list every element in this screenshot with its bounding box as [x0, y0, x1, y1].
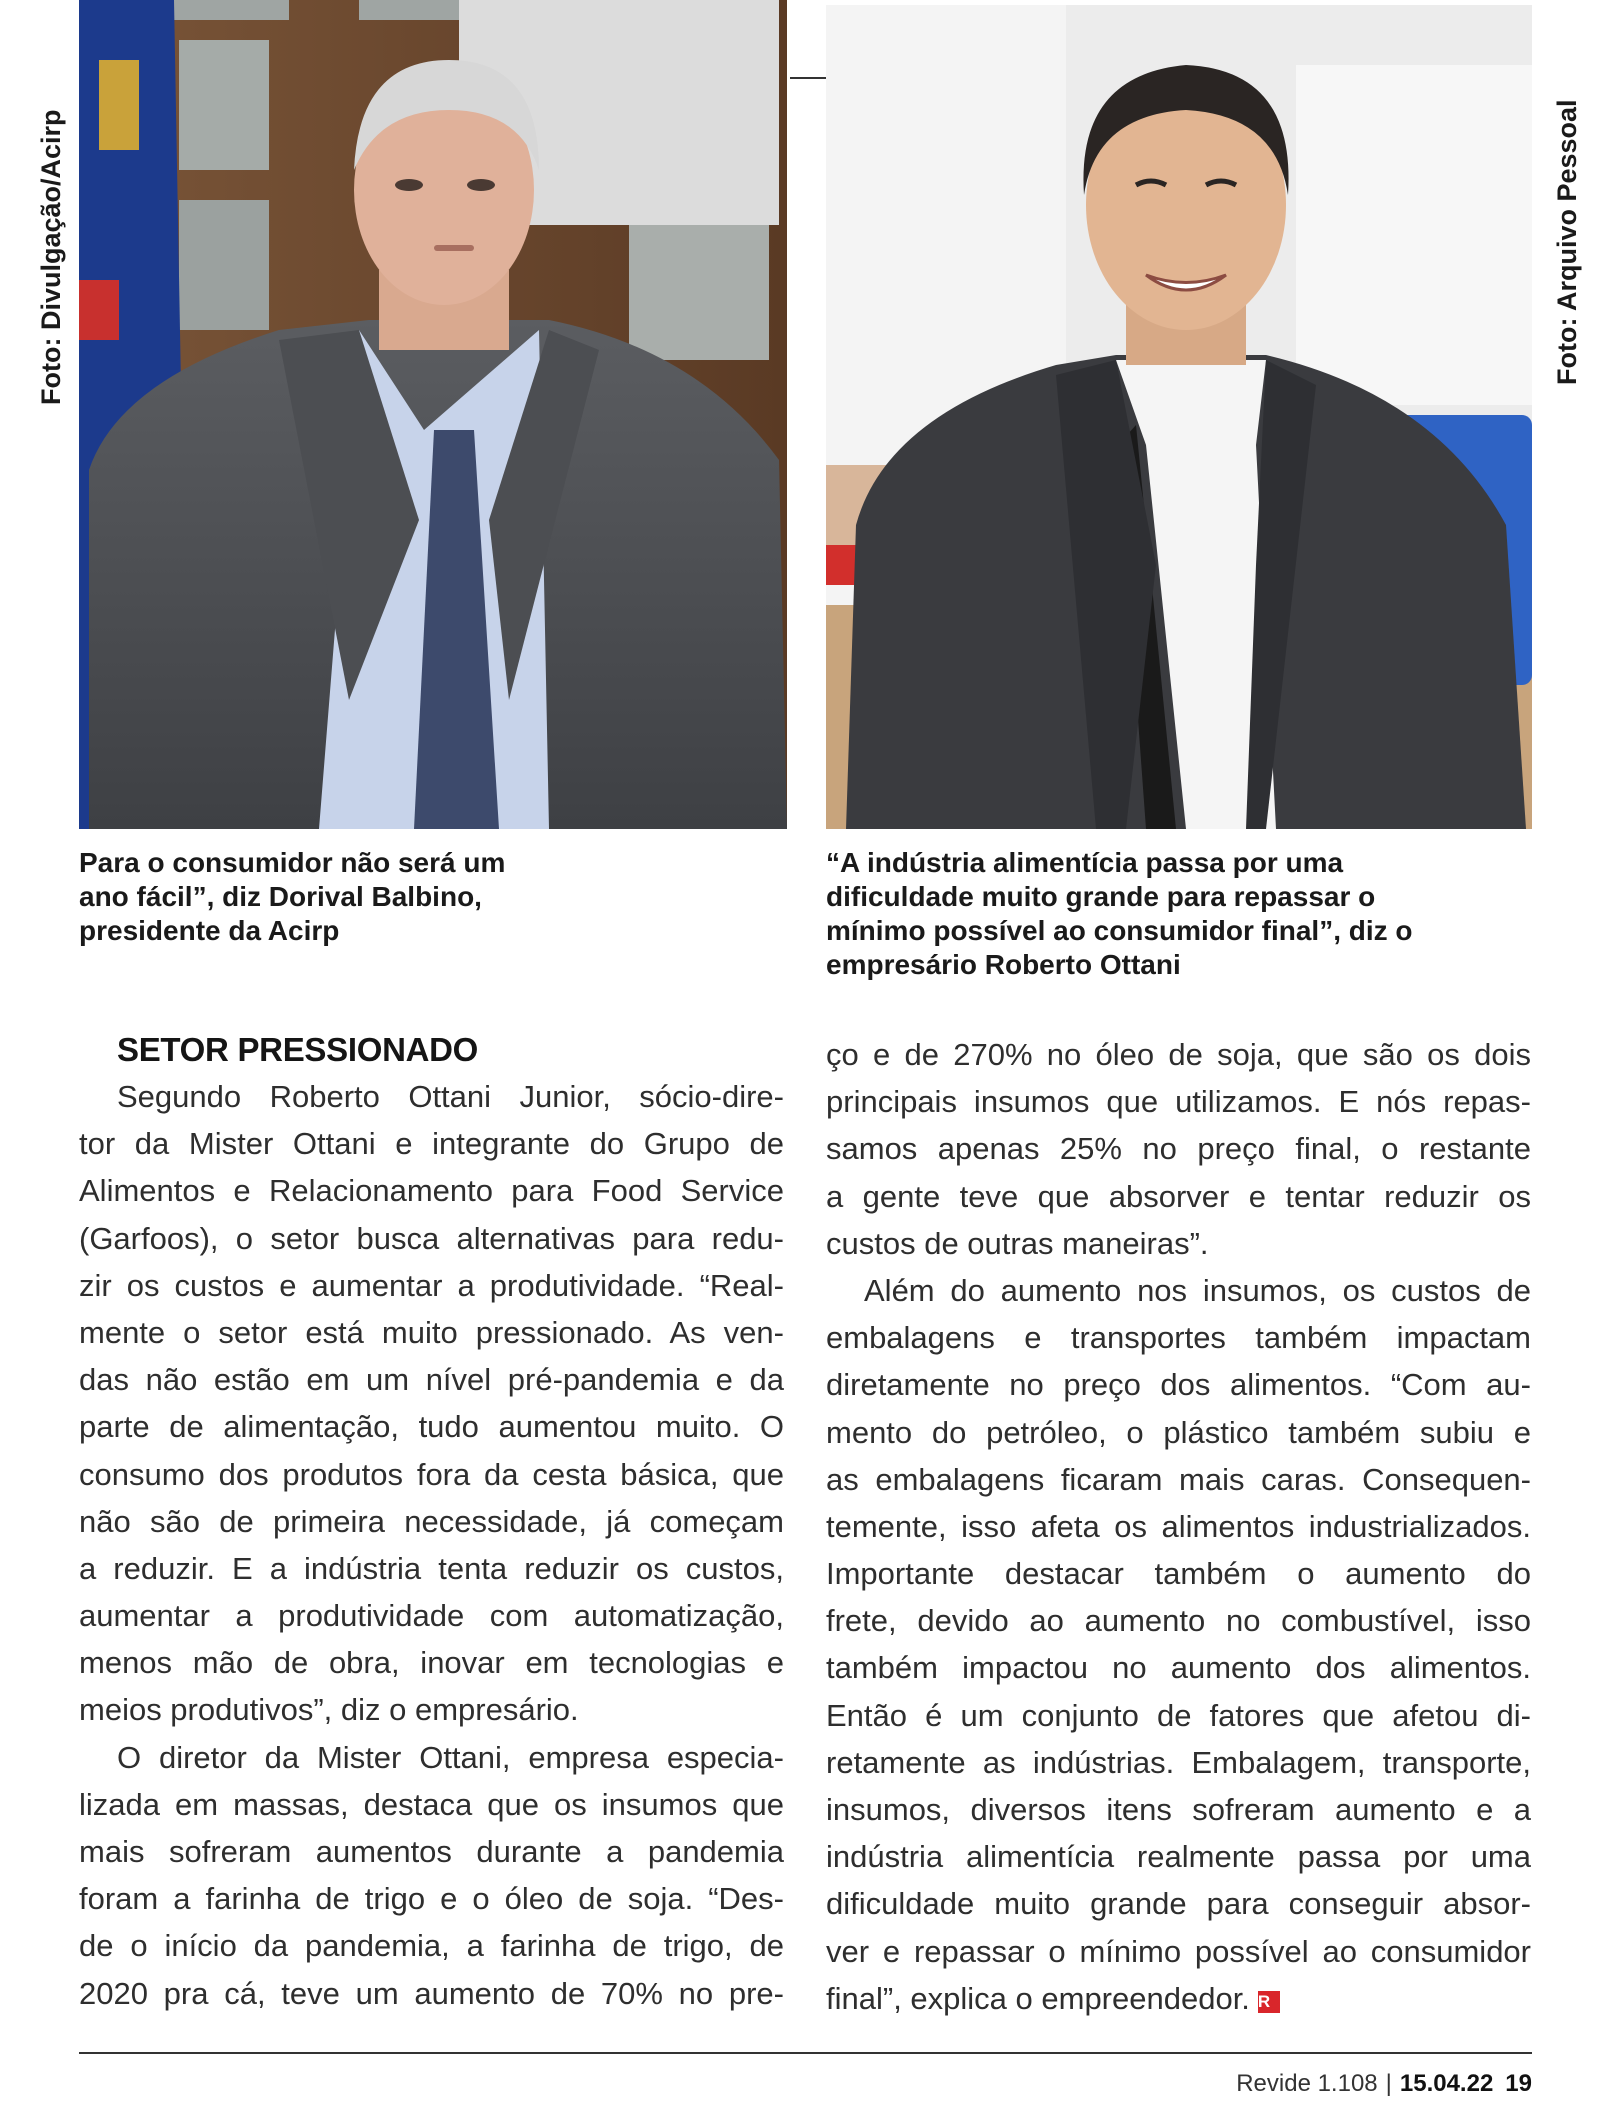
text-line: das não estão em um nível pré-pandemia e da: [79, 1362, 784, 1398]
photo-caption-right: “A indústria alimentícia passa por uma dificuldade muito grande para repassar o mínimo possível ao consumidor final”, diz o empresário Roberto Ottani: [826, 847, 1413, 980]
text-line: não são de primeira necessidade, já começam: [79, 1503, 784, 1539]
publication-issue: Revide 1.108: [1236, 2070, 1378, 2097]
article-column-left: [79, 1026, 784, 2017]
text-line: lizada em massas, destaca que os insumos que: [79, 1786, 784, 1822]
text-line: indústria alimentícia realmente passa por uma: [826, 1839, 1531, 1875]
page-number: 19: [1505, 2070, 1532, 2097]
portrait-illustration: [79, 0, 787, 829]
text-line: (Garfoos), o setor busca alternativas para redu-: [79, 1220, 784, 1256]
text-line: mente o setor está muito pressionado. As ven-: [79, 1314, 784, 1350]
photo-credit-left: Foto: Divulgação/Acirp: [36, 109, 66, 405]
section-heading: SETOR PRESSIONADO: [117, 1031, 479, 1068]
text-line: consumo dos produtos fora da cesta básica, que: [79, 1456, 784, 1492]
text-line: Então é um conjunto de fatores que afetou di-: [826, 1697, 1531, 1733]
text-line: diretamente no preço dos alimentos. “Com au-: [826, 1367, 1531, 1403]
text-line: custos de outras maneiras”.: [826, 1225, 1209, 1261]
text-line: Além do aumento nos insumos, os custos de: [864, 1272, 1531, 1308]
text-line: dificuldade muito grande para conseguir absor-: [826, 1886, 1531, 1922]
text-line: embalagens e transportes também impactam: [826, 1320, 1531, 1356]
photo-caption-left: Para o consumidor não será um ano fácil”, diz Dorival Balbino, presidente da Acirp: [79, 847, 506, 946]
text-line: ver e repassar o mínimo possível ao consumidor: [826, 1933, 1531, 1969]
text-line: mais sofreram aumentos durante a pandemia: [79, 1834, 784, 1869]
text-line: retamente as indústrias. Embalagem, transporte,: [826, 1744, 1531, 1780]
end-of-article-mark: R: [1258, 1991, 1280, 2013]
photo-dorival-balbino: [79, 0, 787, 829]
text-line: O diretor da Mister Ottani, empresa especia-: [117, 1739, 784, 1775]
text-line: Segundo Roberto Ottani Junior, sócio-dire-: [117, 1079, 784, 1114]
text-line: Importante destacar também o aumento do: [826, 1556, 1531, 1592]
text-line: as embalagens ficaram mais caras. Consequen-: [826, 1461, 1531, 1497]
issue-date: 15.04.22: [1399, 2070, 1494, 2097]
article-column-right: [826, 1031, 1531, 2022]
text-line: principais insumos que utilizamos. E nós repas-: [826, 1084, 1531, 1120]
text-line: a gente teve que absorver e tentar reduzir os: [826, 1178, 1531, 1214]
text-line: Alimentos e Relacionamento para Food Service: [79, 1173, 784, 1209]
text-line: samos apenas 25% no preço final, o restante: [826, 1131, 1531, 1167]
text-line: mento do petróleo, o plástico também subiu e: [826, 1414, 1531, 1450]
text-line: meios produtivos”, diz o empresário.: [79, 1692, 579, 1728]
text-line: ço e de 270% no óleo de soja, que são os dois: [826, 1037, 1531, 1072]
photo-credit-right: Foto: Arquivo Pessoal: [1552, 99, 1582, 385]
photo-roberto-ottani: [826, 5, 1532, 829]
footer-separator: |: [1385, 2070, 1392, 2097]
portrait-illustration: [826, 5, 1532, 829]
page-footer: [1236, 2070, 1532, 2098]
text-line: parte de alimentação, tudo aumentou muito. O: [79, 1409, 784, 1445]
text-line: de o início da pandemia, a farinha de trigo, de: [79, 1928, 784, 1964]
text-line-final: [826, 1975, 1531, 2022]
text-line: também impactou no aumento dos alimentos.: [826, 1650, 1531, 1686]
text-line: temente, isso afeta os alimentos industrializados.: [826, 1508, 1531, 1544]
text-line: 2020 pra cá, teve um aumento de 70% no pre-: [79, 1975, 784, 2011]
text-line: menos mão de obra, inovar em tecnologias e: [79, 1645, 784, 1681]
text-line: a reduzir. E a indústria tenta reduzir os custos,: [79, 1550, 784, 1586]
text-line: tor da Mister Ottani e integrante do Grupo de: [79, 1126, 784, 1162]
text-line: final”, explica o empreendedor.: [826, 1980, 1250, 2016]
text-line: foram a farinha de trigo e o óleo de soja. “Des-: [79, 1881, 784, 1917]
footer-rule: [79, 2052, 1532, 2054]
text-line: frete, devido ao aumento no combustível, isso: [826, 1603, 1531, 1639]
text-line: insumos, diversos itens sofreram aumento e a: [826, 1792, 1531, 1827]
top-rule: [790, 77, 826, 79]
text-line: aumentar a produtividade com automatização,: [79, 1598, 784, 1634]
text-line: zir os custos e aumentar a produtividade. “Real-: [79, 1267, 784, 1303]
